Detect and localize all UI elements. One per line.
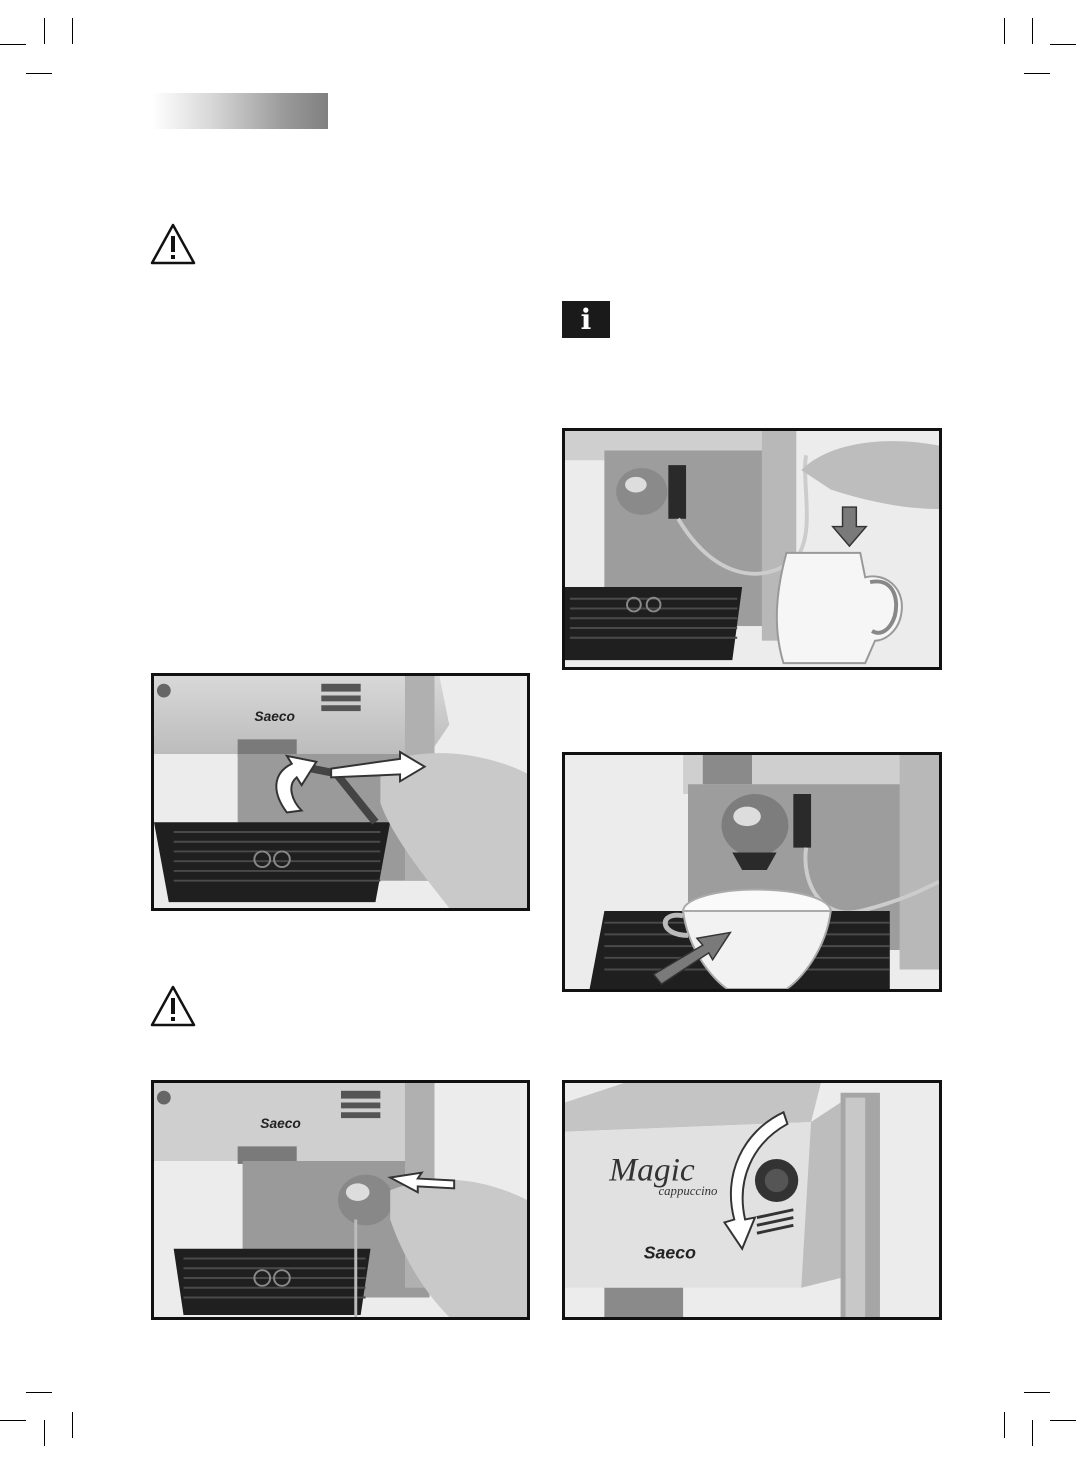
crop-mark (1024, 1392, 1050, 1393)
crop-mark (0, 44, 26, 45)
crop-mark (1004, 18, 1005, 44)
brand-name-magic: Magic (609, 1151, 695, 1189)
crop-mark (44, 1420, 45, 1446)
crop-mark (1050, 44, 1076, 45)
photo-milk-tube-jug (562, 428, 942, 670)
photo-control-knob (562, 1080, 942, 1320)
warning-triangle-icon (150, 223, 196, 265)
crop-mark (1032, 1420, 1033, 1446)
brand-name-cappuccino: cappuccino (658, 1184, 718, 1199)
crop-mark (1004, 1412, 1005, 1438)
photo-cup-under-frother (562, 752, 942, 992)
photo-frother-attach (151, 1080, 530, 1320)
crop-mark (1024, 73, 1050, 74)
saeco-logo: Saeco (643, 1242, 696, 1263)
saeco-logo: Saeco (260, 1115, 301, 1131)
saeco-logo: Saeco (254, 708, 295, 724)
info-icon: i (562, 301, 610, 338)
crop-mark (26, 73, 52, 74)
crop-mark (1050, 1420, 1076, 1421)
crop-mark (1032, 18, 1033, 44)
crop-mark (26, 1392, 52, 1393)
crop-mark (44, 18, 45, 44)
section-header-bar (152, 93, 328, 129)
crop-mark (72, 18, 73, 44)
warning-triangle-icon (150, 985, 196, 1027)
crop-mark (72, 1412, 73, 1438)
photo-steam-wand (151, 673, 530, 911)
crop-mark (0, 1420, 26, 1421)
